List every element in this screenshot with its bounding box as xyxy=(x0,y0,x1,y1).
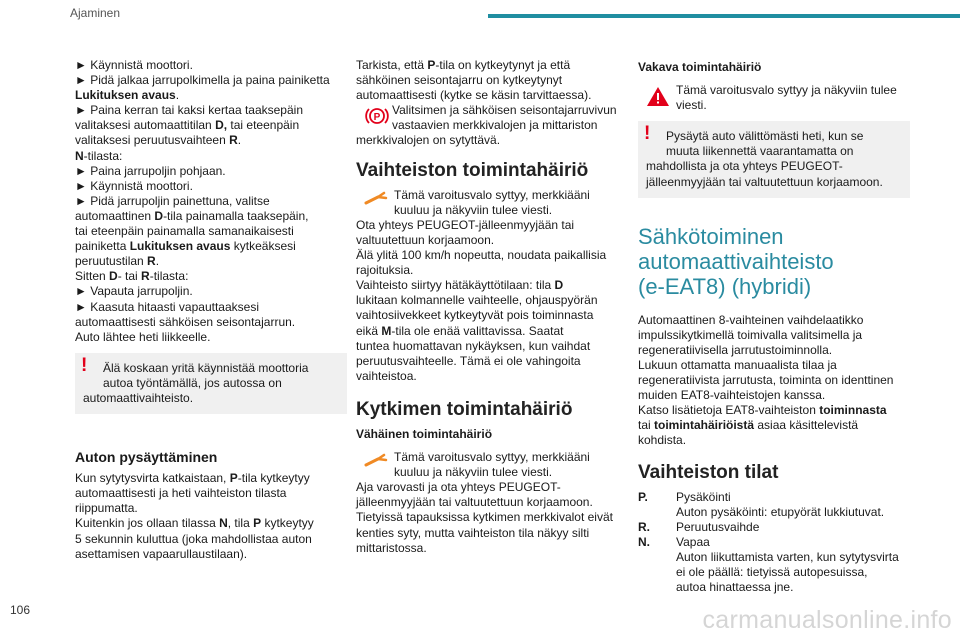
text-line: tuntea huomattavan nykäyksen, kun vaihdat xyxy=(356,338,591,353)
text-line: valitaksesi peruutusvaihteen R. xyxy=(75,133,242,148)
text-line: Älä ylitä 100 km/h nopeutta, noudata paikallisia xyxy=(356,248,607,263)
mode-key: P. xyxy=(638,489,648,504)
text-line: Tämä varoitusvalo syttyy, merkkiääni xyxy=(394,450,590,465)
text-line: rajoituksia. xyxy=(356,263,414,278)
text-line: impulssikytkimellä toimivalla valitsimella ja xyxy=(638,327,863,342)
text-line: Lukituksen avaus. xyxy=(75,88,180,103)
text-line: painiketta Lukituksen avaus kytkeäksesi xyxy=(75,239,296,254)
subsection-heading: Vakava toimintahäiriö xyxy=(638,60,762,74)
text-line: Sitten D- tai R-tilasta: xyxy=(75,269,189,284)
mode-item-r xyxy=(638,520,910,535)
text-line: Ota yhteys PEUGEOT-jälleenmyyjään tai xyxy=(356,217,575,232)
section-heading: Kytkimen toimintahäiriö xyxy=(356,398,573,420)
warning-line: autoa työntämällä, jos autossa on xyxy=(103,375,282,390)
text-line: tai eteenpäin painamalla samanaikaisesti xyxy=(75,224,294,239)
text-line: peruutusvaihteelle. Tämä ei ole vahingoita xyxy=(356,353,581,368)
warning-box xyxy=(638,121,910,197)
watermark: carmanualsonline.info xyxy=(702,606,952,634)
text-line: Aja varovasti ja ota yhteys PEUGEOT- xyxy=(356,480,561,495)
text-line: regeneratiivisella jarrutustoiminnolla. xyxy=(638,342,833,357)
text-line: ► Käynnistä moottori. xyxy=(75,58,193,72)
text-line: Automaattinen 8-vaihteinen vaihdelaatikko xyxy=(638,312,864,327)
text-line: sähköinen seisontajarru on kytkeytynyt xyxy=(356,73,563,88)
chapter-title: Sähkötoiminen automaattivaihteisto (e-EAT8) (hybridi) xyxy=(638,223,834,299)
text-line: ► Paina kerran tai kaksi kertaa taaksepäin xyxy=(75,103,303,118)
parking-brake-indicator-row xyxy=(356,103,628,148)
section-heading: Vaihteiston toimintahäiriö xyxy=(356,159,589,181)
text-line: ► Paina jarrupoljin pohjaan. xyxy=(75,163,226,178)
text-line: riippumatta. xyxy=(75,501,138,516)
wrench-icon xyxy=(364,191,388,209)
mode-line: Auton pysäköinti: etupyörät lukkiutuvat. xyxy=(676,504,885,519)
text-line: valtuutettuun korjaamoon. xyxy=(356,232,495,247)
mode-key: N. xyxy=(638,534,650,549)
text-line: automaattisesti (kytke se käsin tarvittaessa). xyxy=(356,88,592,103)
mode-line: Peruutusvaihde xyxy=(676,519,760,534)
text-line: regeneratiivista jarrutusta, toiminta on identtinen xyxy=(638,373,894,388)
text-line: peruutustilan R. xyxy=(75,254,160,269)
text-line: automaattisesti ja heti vaihteiston tilasta xyxy=(75,486,287,501)
text-line: kohdista. xyxy=(638,433,687,448)
text-line: Lukuun ottamatta manuaalista tilaa ja xyxy=(638,357,837,372)
text-line: Auto lähtee heti liikkeelle. xyxy=(75,329,211,344)
text-line: ► Kaasuta hitaasti vapauttaaksesi xyxy=(75,299,259,314)
text-line: kuuluu ja näkyviin tulee viesti. xyxy=(394,202,553,217)
svg-text:P: P xyxy=(373,112,381,124)
column-middle xyxy=(356,58,628,556)
text-line: mittaristossa. xyxy=(356,540,427,555)
text-line: Valitsimen ja sähköisen seisontajarruvivun xyxy=(392,103,617,118)
text-line: vaihtosiivekkeet kytkeytyvät pois toiminnasta xyxy=(356,308,594,323)
text-line: kuuluu ja näkyviin tulee viesti. xyxy=(394,465,553,480)
column-left xyxy=(75,58,347,562)
clutch-warning-row xyxy=(356,450,628,480)
text-line: Vaihteisto siirtyy hätäkäyttötilaan: tila D xyxy=(356,278,564,293)
text-line: Tarkista, että P-tila on kytkeytynyt ja että xyxy=(356,58,571,72)
text-line: valitaksesi automaattitilan D, tai eteenpäin xyxy=(75,118,300,133)
warning-box xyxy=(75,353,347,414)
warning-line: mahdollista ja ota yhteys PEUGEOT- xyxy=(646,159,843,174)
text-line: Tämä varoitusvalo syttyy ja näkyviin tulee xyxy=(676,83,897,98)
text-line: eikä M-tila ole enää valittavissa. Saatat xyxy=(356,323,564,338)
mode-line: autoa hinattaessa jne. xyxy=(676,580,794,595)
warning-line: automaattivaihteisto. xyxy=(83,390,194,405)
text-line: viesti. xyxy=(676,98,707,113)
mode-line: Vapaa xyxy=(676,534,710,549)
page-number: 106 xyxy=(10,603,31,617)
parking-brake-icon xyxy=(364,105,390,131)
text-line: muiden EAT8-vaihteistojen kanssa. xyxy=(638,388,826,403)
mode-line: Pysäköinti xyxy=(676,489,731,504)
text-line: ► Pidä jarrupoljin painettuna, valitse xyxy=(75,193,270,208)
exclamation-icon: ! xyxy=(81,354,88,376)
warning-line: jälleenmyyjään tai valtuutettuun korjaamoon. xyxy=(646,174,883,189)
text-line: Tämä varoitusvalo syttyy, merkkiääni xyxy=(394,187,590,202)
warning-line: muuta liikennettä vaarantamatta on xyxy=(666,144,854,159)
warning-triangle-icon xyxy=(646,86,670,111)
header-accent-bar xyxy=(488,14,960,18)
mode-item-p xyxy=(638,490,910,520)
text-line: N-tilasta: xyxy=(75,148,123,163)
text-line: automaattinen D-tila painamalla taaksepäin, xyxy=(75,208,309,223)
text-line: kenties syty, mutta vaihteiston tila näkyy silti xyxy=(356,525,590,540)
mode-line: Auton liikuttamista varten, kun sytytysvirta xyxy=(676,549,899,564)
column-right xyxy=(638,58,910,595)
text-line: Kuitenkin jos ollaan tilassa N, tila P kytkeytyy xyxy=(75,516,314,531)
text-line: automaattisesti sähköisen seisontajarrun. xyxy=(75,314,296,329)
text-line: jälleenmyyjään tai valtuutettuun korjaamoon. xyxy=(356,495,593,510)
section-heading: Vaihteiston tilat xyxy=(638,461,779,483)
wrench-icon xyxy=(364,453,388,471)
mode-key: R. xyxy=(638,519,650,534)
text-line: vaihteistoa. xyxy=(356,368,417,383)
gearbox-warning-row xyxy=(356,188,628,218)
text-line: Kun sytytysvirta katkaistaan, P-tila kytkeytyy xyxy=(75,471,310,486)
mode-line: ei ole päällä: tietyissä autopesuissa, xyxy=(676,565,868,580)
mode-item-n xyxy=(638,535,910,595)
text-line: Katso lisätietoja EAT8-vaihteiston toiminnasta xyxy=(638,403,887,418)
text-line: asettamisen vapaarullaustilaan). xyxy=(75,546,248,561)
text-line: lukitaan kolmannelle vaihteelle, ohjauspyörän xyxy=(356,293,598,308)
text-line: tai toimintahäiriöistä asiaa käsittelevistä xyxy=(638,418,859,433)
warning-line: Älä koskaan yritä käynnistää moottoria xyxy=(103,360,309,375)
text-line: ► Pidä jalkaa jarrupolkimella ja paina painiketta xyxy=(75,73,330,88)
section-header: Ajaminen xyxy=(70,6,121,20)
subsection-heading: Vähäinen toimintahäiriö xyxy=(356,426,493,441)
text-line: ► Vapauta jarrupoljin. xyxy=(75,284,193,299)
text-line: 5 sekunnin kuluttua (joka mahdollistaa auton xyxy=(75,531,312,546)
warning-line: Pysäytä auto välittömästi heti, kun se xyxy=(666,129,864,144)
text-line: Tietyissä tapauksissa kytkimen merkkivalot eivät xyxy=(356,510,613,525)
exclamation-icon: ! xyxy=(644,123,651,145)
text-line: merkkivalojen on sytyttävä. xyxy=(356,133,501,148)
serious-warning-row xyxy=(638,83,910,113)
text-line: vastaavien merkkivalojen ja mittariston xyxy=(392,118,598,133)
section-heading: Auton pysäyttäminen xyxy=(75,449,218,466)
text-line: ► Käynnistä moottori. xyxy=(75,178,193,193)
